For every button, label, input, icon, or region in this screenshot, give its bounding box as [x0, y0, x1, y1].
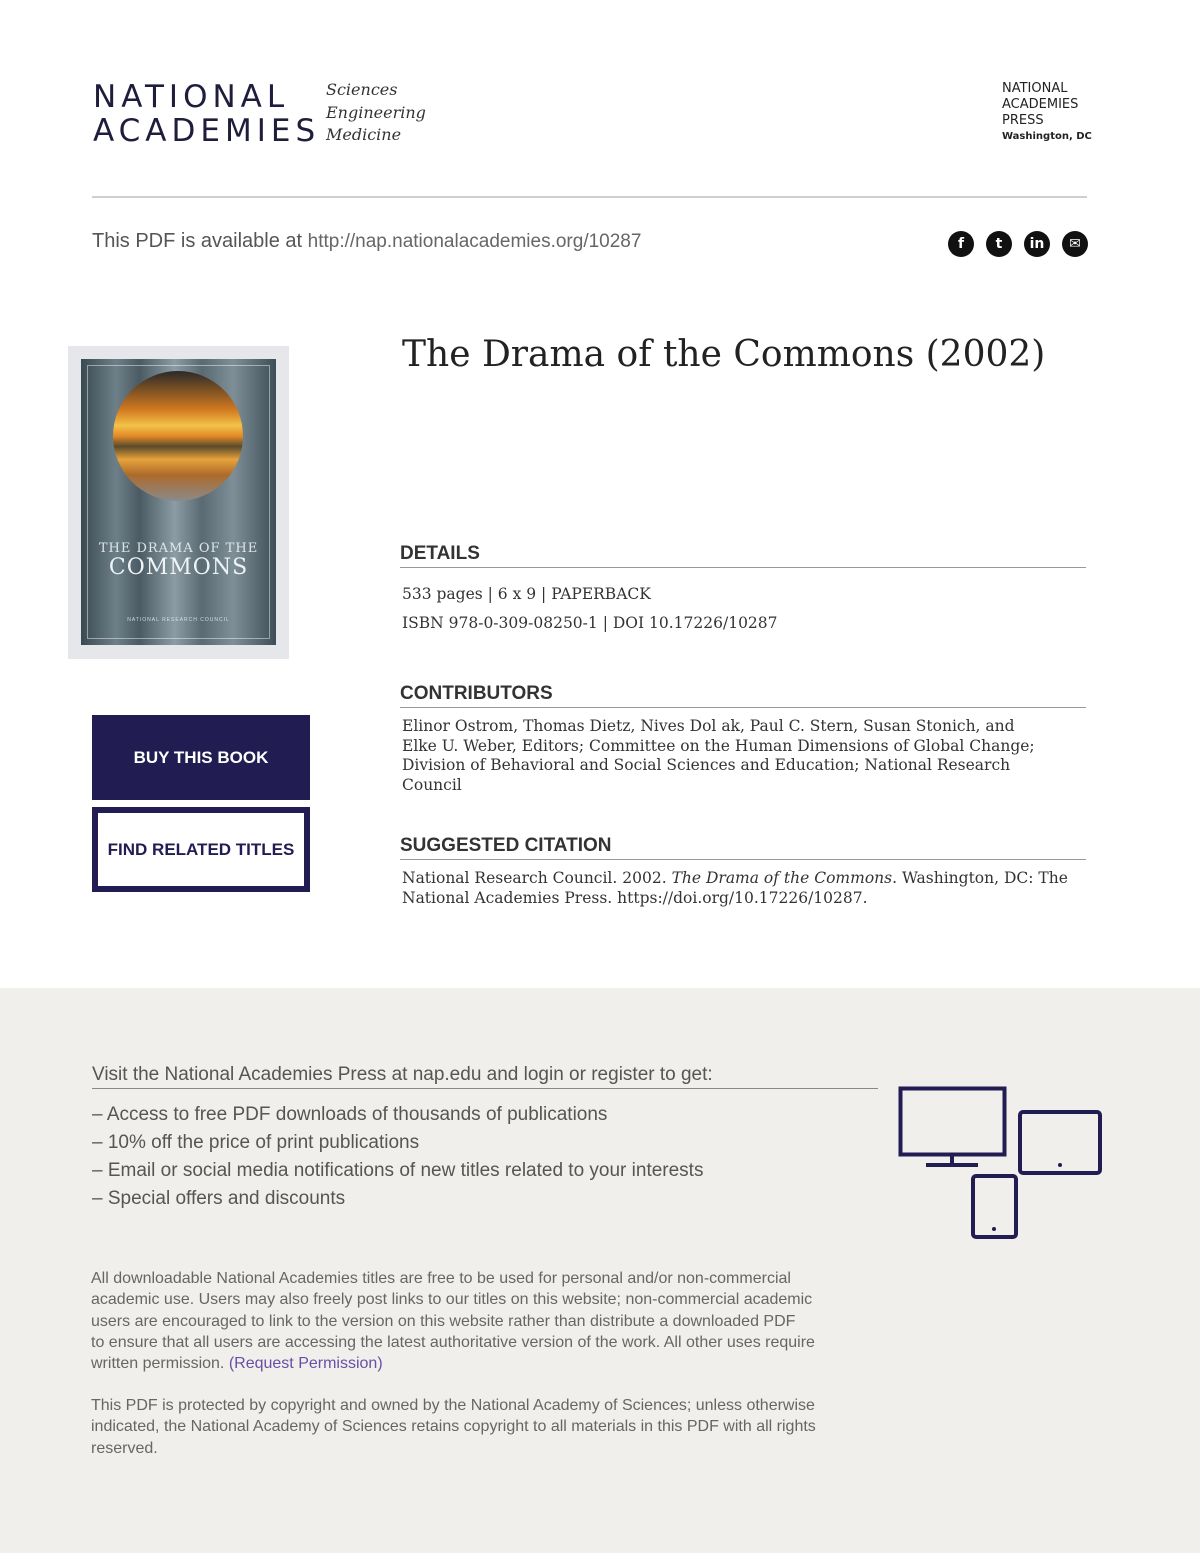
logo-sub-medicine: Medicine [326, 125, 402, 144]
contributors-line-4: Council [402, 775, 462, 794]
request-permission-link[interactable]: (Request Permission) [228, 1355, 383, 1373]
logo-sub-sciences: Sciences [326, 80, 398, 99]
cover-sunset-circle [113, 371, 243, 501]
citation-line-2: National Academies Press. https://doi.org/10.17226/10287. [402, 888, 868, 907]
cover-title-large: COMMONS [108, 555, 249, 580]
visit-heading: Visit the National Academies Press at nap.edu and login or register to get: [92, 1064, 878, 1089]
copyright-line-2: indicated, the National Academy of Sciences retains copyright to all materials in this PDF with all rights [91, 1418, 816, 1436]
contributors-line-3: Division of Behavioral and Social Sciences and Education; National Research [402, 756, 1011, 774]
citation-pre: National Research Council. 2002. [402, 869, 672, 887]
details-line-1: 533 pages | 6 x 9 | PAPERBACK [402, 585, 651, 603]
press-line-1: NATIONAL [1002, 81, 1068, 96]
national-academies-logo [93, 80, 320, 148]
book-cover-image [81, 359, 276, 645]
cover-publisher: NATIONAL RESEARCH COUNCIL [127, 617, 230, 623]
citation-body [402, 869, 1082, 908]
citation-heading: SUGGESTED CITATION [400, 835, 1086, 860]
email-icon[interactable]: ✉ [1062, 231, 1088, 257]
linkedin-icon[interactable]: in [1024, 231, 1050, 257]
details-line-2: ISBN 978-0-309-08250-1 | DOI 10.17226/10287 [402, 614, 778, 632]
twitter-icon[interactable]: t [986, 231, 1012, 257]
facebook-icon[interactable]: f [948, 231, 974, 257]
usage-line-3: users are encouraged to link to the version on this website rather than distribute a downloaded PDF [91, 1312, 796, 1330]
usage-line-2: academic use. Users may also freely post links to our titles on this website; non-commercial academic [91, 1291, 813, 1309]
perk-item: – Special offers and discounts [92, 1185, 703, 1213]
contributors-line-2: Elke U. Weber, Editors; Committee on the Human Dimensions of Global Change; [402, 736, 1035, 755]
availability-line [92, 230, 641, 253]
details-heading: DETAILS [400, 543, 1086, 568]
logo-subtitle [326, 79, 426, 147]
usage-line-1: All downloadable National Academies titles are free to be used for personal and/or non-commercial [91, 1270, 791, 1287]
logo-line-academies: ACADEMIES [93, 113, 321, 149]
buy-this-book-button[interactable]: BUY THIS BOOK [92, 715, 310, 800]
book-title: The Drama of the Commons (2002) [402, 334, 1046, 375]
devices-icon [898, 1086, 1104, 1241]
cover-title-small: THE DRAMA OF THE [98, 541, 259, 556]
usage-last: written permission. [91, 1355, 229, 1373]
social-share-bar [948, 231, 1088, 257]
logo-line-national: NATIONAL [93, 79, 290, 115]
press-line-3: PRESS [1002, 113, 1044, 128]
contributors-line-1: Elinor Ostrom, Thomas Dietz, Nives Dol ak, Paul C. Stern, Susan Stonich, and [402, 717, 1015, 735]
perk-item: – Access to free PDF downloads of thousands of publications [92, 1101, 703, 1129]
contributors-heading: CONTRIBUTORS [400, 683, 1086, 708]
perk-item: – Email or social media notifications of new titles related to your interests [92, 1157, 703, 1185]
copyright-notice [91, 1395, 881, 1459]
usage-notice [91, 1268, 881, 1374]
press-line-2: ACADEMIES [1002, 97, 1079, 112]
citation-post: . Washington, DC: The [892, 869, 1068, 887]
citation-line-1 [402, 869, 1082, 889]
press-city: Washington, DC [1002, 131, 1092, 142]
details-body [402, 580, 1082, 638]
monitor-icon [901, 1089, 1005, 1155]
header-divider [92, 196, 1087, 198]
copyright-line-1: This PDF is protected by copyright and owned by the National Academy of Sciences; unless otherwise [91, 1397, 815, 1414]
usage-line-4: to ensure that all users are accessing the latest authoritative version of the work. All other uses require [91, 1333, 815, 1351]
copyright-line-3: reserved. [91, 1439, 158, 1457]
find-related-titles-button[interactable]: FIND RELATED TITLES [92, 807, 310, 892]
citation-title: The Drama of the Commons [671, 869, 893, 887]
perks-list [92, 1101, 703, 1213]
contributors-body [402, 717, 1082, 795]
logo-sub-engineering: Engineering [326, 102, 426, 122]
availability-url-link[interactable]: http://nap.nationalacademies.org/10287 [307, 231, 642, 252]
perk-item: – 10% off the price of print publications [92, 1129, 703, 1157]
usage-line-5 [91, 1353, 881, 1374]
availability-prefix: This PDF is available at [92, 230, 303, 252]
press-logo [1002, 81, 1092, 145]
